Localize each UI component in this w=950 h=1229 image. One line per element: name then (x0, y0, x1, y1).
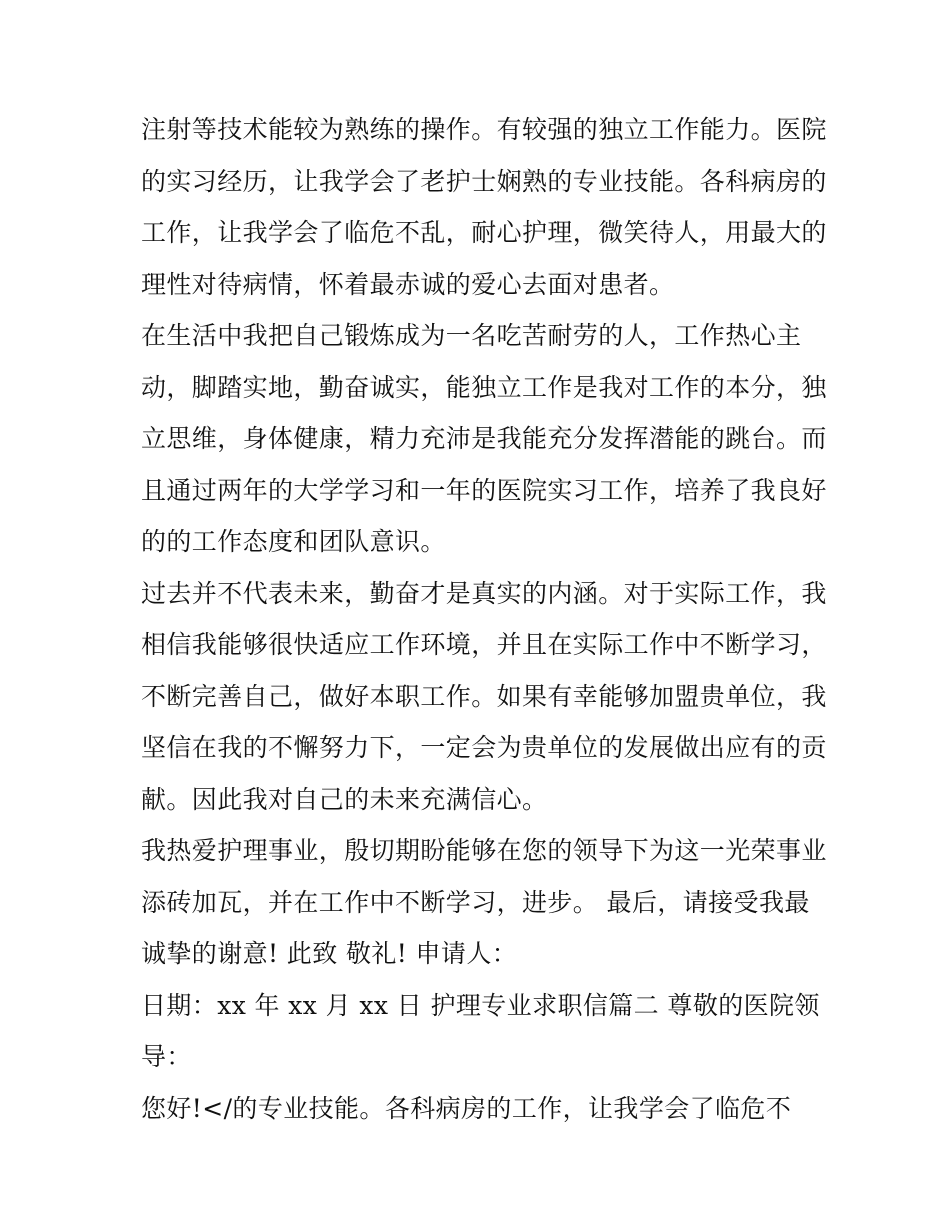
text-line: 理性对待病情，怀着最赤诚的爱心去面对患者。 (141, 269, 675, 299)
text-line: 日期：xx 年 xx 月 xx 日 护理专业求职信篇二 尊敬的医院领 (141, 990, 820, 1020)
text-line: 注射等技术能较为熟练的操作。有较强的独立工作能力。医院 (141, 115, 827, 144)
text-line: 献。因此我对自己的未来充满信心。 (141, 784, 548, 814)
text-line: 在生活中我把自己锻炼成为一名吃苦耐劳的人，工作热心主 (141, 321, 802, 350)
text-line: 且通过两年的大学学习和一年的医院实习工作，培养了我良好 (141, 475, 827, 505)
body-text (141, 104, 827, 1134)
text-line: 坚信在我的不懈努力下，一定会为贵单位的发展做出应有的贡 (141, 733, 827, 762)
text-line: 相信我能够很快适应工作环境，并且在实际工作中不断学习， (141, 630, 827, 659)
text-line: 的实习经历，让我学会了老护士娴熟的专业技能。各科病房的 (141, 166, 827, 196)
text-line: 添砖加瓦，并在工作中不断学习，进步。 最后，请接受我最 (141, 887, 810, 917)
text-line: 我热爱护理事业，殷切期盼能够在您的领导下为这一光荣事业 (141, 836, 827, 865)
text-line: 导： (141, 1042, 192, 1071)
text-line: 不断完善自己，做好本职工作。如果有幸能够加盟贵单位，我 (141, 681, 827, 711)
text-line: 诚挚的谢意! 此致 敬礼! 申请人： (141, 939, 518, 968)
text-line: 过去并不代表未来，勤奋才是真实的内涵。对于实际工作，我 (141, 578, 827, 608)
text-line: 工作，让我学会了临危不乱，耐心护理，微笑待人，用最大的 (141, 218, 827, 247)
text-line: 您好!</的专业技能。各科病房的工作，让我学会了临危不 (141, 1093, 792, 1123)
text-line: 立思维，身体健康，精力充沛是我能充分发挥潜能的跳台。而 (141, 424, 827, 453)
text-line: 的的工作态度和团队意识。 (141, 527, 446, 556)
text-line: 动，脚踏实地，勤奋诚实，能独立工作是我对工作的本分，独 (141, 372, 827, 402)
